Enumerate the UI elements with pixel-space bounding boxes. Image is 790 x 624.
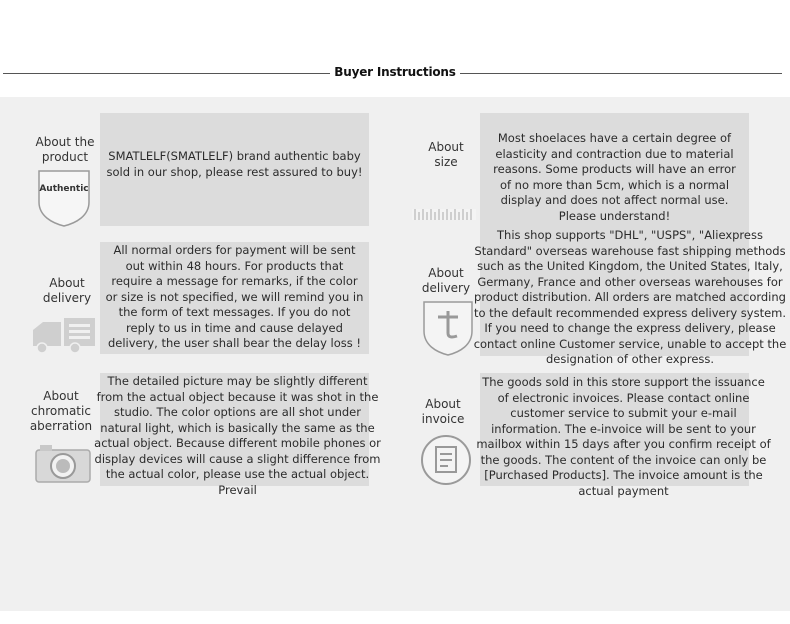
truck-icon — [31, 316, 97, 354]
label-invoice: About invoice — [421, 397, 465, 426]
text-box-delivery-right — [473, 226, 787, 366]
shield-icon — [36, 168, 92, 228]
text-delivery-left: All normal orders for payment will be sent out within 48 hours. For products that require a message for remarks, if the color or size is not specified, we will remind you in the form of text messages. If you do not reply to us in time and cause delayed delivery, the user shall bear the delay loss ! — [105, 243, 364, 350]
text-box-invoice — [476, 373, 771, 498]
text-invoice: The goods sold in this store support the issuance of electronic invoices. Please contact online customer service to submit your e-mail information. The e-invoice will be sent to your mailbox within 15 days after you confirm receipt of the goods. The content of the invoice can only be [Purchased Products]. The invoice amount is the actual payment — [476, 375, 771, 498]
invoice-icon — [420, 434, 472, 486]
text-delivery-right: This shop supports "DHL", "USPS", "Aliexpress Standard" overseas warehouse fast shipping methods such as the United Kingdom, the United States, Italy, Germany, France and other overseas warehouses for product distribution. All orders are matched according to the default recommended express delivery system. If you need to change the express delivery, please contact online Customer service, unable to accept the designation of other express. — [473, 228, 787, 366]
text-box-delivery-left — [100, 242, 369, 354]
label-delivery-right: About delivery — [421, 266, 471, 295]
text-chromatic: The detailed picture may be slightly different from the actual object because it was shot in the studio. The color options are all shot under natural light, which is basically the same as the actual object. Because different mobile phones or display devices will cause a slight difference from the actual color, please use the actual object. Prevail — [94, 374, 381, 497]
camera-icon — [34, 444, 92, 484]
label-delivery-left: About delivery — [42, 276, 92, 305]
text-size: Most shoelaces have a certain degree of elasticity and contraction due to material reasons. Some products will have an error of no more than 5cm, which is a normal display and does not affect normal use. Please understand! — [493, 131, 736, 223]
authentic-badge-text: Authentic — [39, 184, 89, 194]
page-title-text: Buyer Instructions — [330, 65, 459, 79]
ruler-icon — [412, 206, 476, 220]
label-chromatic: About chromatic aberration — [29, 389, 93, 433]
text-box-chromatic — [94, 373, 381, 497]
text-box-product — [100, 113, 369, 226]
label-product: About the product — [35, 135, 95, 164]
text-box-size — [480, 113, 749, 226]
text-product: SMATLELF(SMATLELF) brand authentic baby sold in our shop, please rest assured to buy! — [106, 149, 363, 179]
shield-delivery-icon — [421, 299, 475, 357]
label-size: About size — [428, 140, 464, 169]
page-title — [0, 64, 790, 80]
